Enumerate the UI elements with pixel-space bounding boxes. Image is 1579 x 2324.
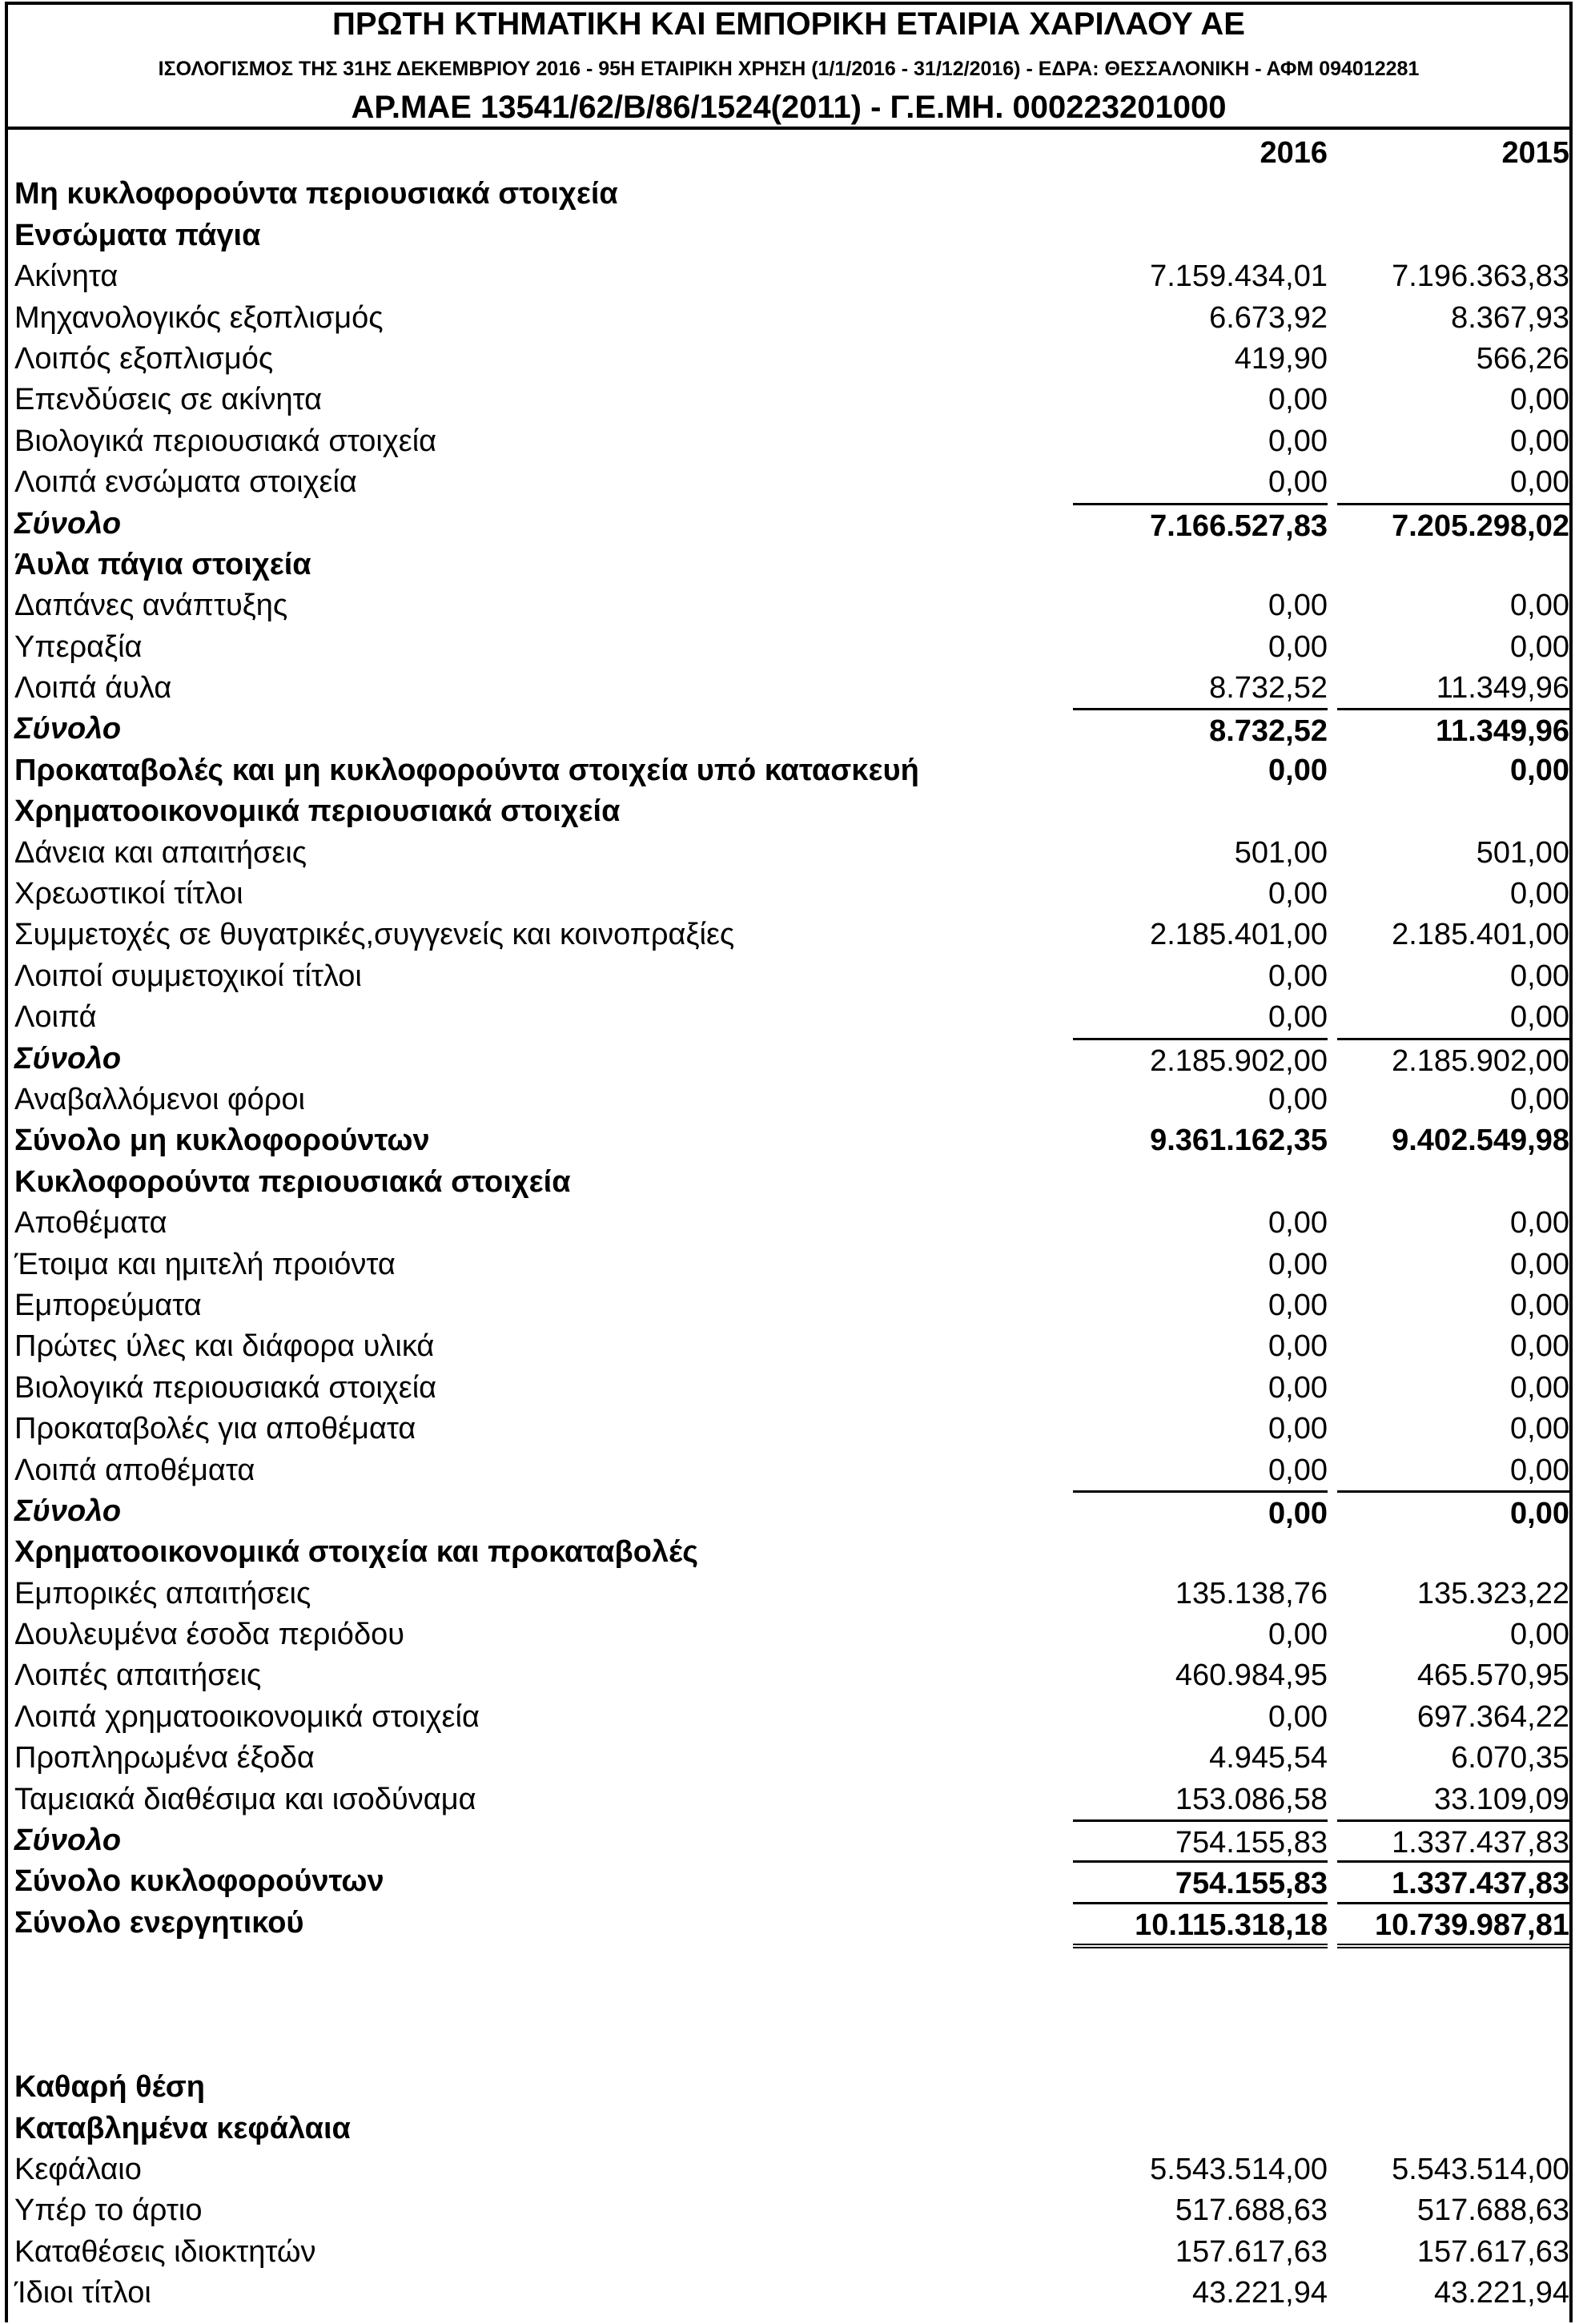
total-row bbox=[8, 1120, 1569, 1161]
section-heading bbox=[8, 2067, 1569, 2108]
value-2016: 0,00 bbox=[1268, 1247, 1328, 1281]
year-2015: 2015 bbox=[1501, 136, 1569, 170]
row-label: Λοιπά αποθέματα bbox=[14, 1453, 255, 1487]
value-2016: 0,00 bbox=[1268, 589, 1328, 623]
value-2015: 1.337.437,83 bbox=[1337, 1860, 1569, 1902]
value-2016: 5.543.514,00 bbox=[1150, 2152, 1328, 2186]
table-row bbox=[8, 750, 1569, 791]
value-2016: 9.361.162,35 bbox=[1150, 1124, 1328, 1158]
section-heading bbox=[8, 174, 1569, 215]
row-label: Σύνολο bbox=[14, 1494, 122, 1528]
value-2016: 135.138,76 bbox=[1175, 1576, 1328, 1610]
row-label: Εμπορεύματα bbox=[14, 1288, 202, 1322]
value-2016: 754.155,83 bbox=[1073, 1819, 1328, 1861]
value-2015: 8.367,93 bbox=[1451, 300, 1569, 335]
header-divider bbox=[8, 127, 1569, 130]
subtotal-row bbox=[8, 1820, 1569, 1861]
value-2016: 0,00 bbox=[1268, 383, 1328, 417]
value-2016: 0,00 bbox=[1268, 753, 1328, 787]
row-label: Χρηματοοικονομικά στοιχεία και προκαταβολές bbox=[14, 1535, 698, 1570]
table-row bbox=[8, 421, 1569, 462]
table-row bbox=[8, 2273, 1569, 2314]
company-title: ΠΡΩΤΗ ΚΤΗΜΑΤΙΚΗ ΚΑΙ ΕΜΠΟΡΙΚΗ ΕΤΑΙΡΙΑ ΧΑΡΙΛΑΟΥ ΑΕ bbox=[332, 6, 1245, 42]
row-label: Σύνολο bbox=[14, 1823, 122, 1858]
row-label: Σύνολο bbox=[14, 1041, 122, 1076]
value-2015: 7.196.363,83 bbox=[1392, 259, 1569, 294]
value-2015: 0,00 bbox=[1510, 1329, 1569, 1364]
value-2015: 0,00 bbox=[1510, 383, 1569, 417]
value-2016: 0,00 bbox=[1268, 1453, 1328, 1487]
subtotal-row bbox=[8, 1491, 1569, 1532]
table-row bbox=[8, 1655, 1569, 1696]
section-gap bbox=[8, 1944, 1569, 2067]
row-label: Επενδύσεις σε ακίνητα bbox=[14, 383, 323, 417]
value-2016: 0,00 bbox=[1268, 1618, 1328, 1652]
row-label: Κεφάλαιο bbox=[14, 2152, 142, 2186]
value-2016: 2.185.902,00 bbox=[1073, 1038, 1328, 1080]
table-row bbox=[8, 1574, 1569, 1614]
group-heading bbox=[8, 545, 1569, 585]
table-row bbox=[8, 997, 1569, 1038]
table-row bbox=[8, 2190, 1569, 2231]
section-heading bbox=[8, 1162, 1569, 1203]
balance-sheet bbox=[5, 2, 1573, 2322]
table-row bbox=[8, 1080, 1569, 1120]
value-2015: 157.617,63 bbox=[1416, 2234, 1569, 2269]
row-label: Άυλα πάγια στοιχεία bbox=[14, 547, 311, 581]
subtotal-row bbox=[8, 504, 1569, 545]
row-label: Υπέρ το άρτιο bbox=[14, 2193, 203, 2228]
table-row bbox=[8, 1203, 1569, 1244]
row-label: Λοιπά άυλα bbox=[14, 671, 172, 706]
value-2015: 10.739.987,81 bbox=[1337, 1902, 1569, 1948]
value-2016: 0,00 bbox=[1268, 877, 1328, 911]
table-row bbox=[8, 874, 1569, 915]
value-2016: 7.166.527,83 bbox=[1073, 503, 1328, 545]
value-2016: 0,00 bbox=[1268, 629, 1328, 664]
value-2015: 0,00 bbox=[1510, 1000, 1569, 1035]
row-label: Δουλευμένα έσοδα περιόδου bbox=[14, 1618, 405, 1652]
subtotal-row bbox=[8, 1039, 1569, 1080]
row-label: Αποθέματα bbox=[14, 1206, 167, 1240]
row-label: Βιολογικά περιουσιακά στοιχεία bbox=[14, 424, 437, 458]
value-2016: 8.732,52 bbox=[1209, 671, 1328, 706]
table-row bbox=[8, 668, 1569, 709]
value-2015: 0,00 bbox=[1510, 1453, 1569, 1487]
row-label: Λοιπά ενσώματα στοιχεία bbox=[14, 465, 357, 500]
value-2015: 11.349,96 bbox=[1436, 671, 1569, 706]
row-label: Ενσώματα πάγια bbox=[14, 218, 261, 252]
value-2016: 0,00 bbox=[1268, 1370, 1328, 1405]
value-2015: 0,00 bbox=[1510, 1247, 1569, 1281]
row-label: Λοιπά bbox=[14, 1000, 97, 1035]
value-2015: 6.070,35 bbox=[1451, 1741, 1569, 1775]
row-label: Χρεωστικοί τίτλοι bbox=[14, 877, 243, 911]
table-row bbox=[8, 2232, 1569, 2273]
row-label: Σύνολο bbox=[14, 712, 122, 746]
row-label: Έτοιμα και ημιτελή προιόντα bbox=[14, 1247, 396, 1281]
value-2016: 6.673,92 bbox=[1209, 300, 1328, 335]
row-label: Ταμειακά διαθέσιμα και ισοδύναμα bbox=[14, 1782, 476, 1816]
value-2016: 8.732,52 bbox=[1073, 708, 1328, 750]
row-label: Αναβαλλόμενοι φόροι bbox=[14, 1082, 305, 1116]
year-header-row bbox=[8, 133, 1569, 174]
row-label: Δάνεια και απαιτήσεις bbox=[14, 835, 307, 870]
value-2015: 566,26 bbox=[1476, 341, 1569, 376]
value-2016: 0,00 bbox=[1268, 1206, 1328, 1240]
row-label: Προκαταβολές για αποθέματα bbox=[14, 1412, 416, 1446]
value-2015: 0,00 bbox=[1510, 1288, 1569, 1322]
value-2016: 0,00 bbox=[1268, 1699, 1328, 1734]
group-heading bbox=[8, 2109, 1569, 2149]
value-2016: 7.159.434,01 bbox=[1150, 259, 1328, 294]
value-2016: 0,00 bbox=[1268, 1412, 1328, 1446]
table-row bbox=[8, 1244, 1569, 1285]
value-2015: 0,00 bbox=[1510, 753, 1569, 787]
value-2016: 4.945,54 bbox=[1209, 1741, 1328, 1775]
value-2015: 5.543.514,00 bbox=[1392, 2152, 1569, 2186]
table-row bbox=[8, 380, 1569, 420]
row-label: Ακίνητα bbox=[14, 259, 119, 294]
table-row bbox=[8, 1326, 1569, 1367]
value-2015: 465.570,95 bbox=[1416, 1659, 1569, 1693]
value-2016: 0,00 bbox=[1073, 1490, 1328, 1532]
value-2016: 157.617,63 bbox=[1175, 2234, 1328, 2269]
value-2016: 0,00 bbox=[1268, 424, 1328, 458]
row-label: Μηχανολογικός εξοπλισμός bbox=[14, 300, 384, 335]
row-label: Πρώτες ύλες και διάφορα υλικά bbox=[14, 1329, 435, 1364]
group-heading bbox=[8, 215, 1569, 256]
value-2015: 33.109,09 bbox=[1433, 1782, 1569, 1816]
value-2016: 0,00 bbox=[1268, 465, 1328, 500]
value-2016: 0,00 bbox=[1268, 1288, 1328, 1322]
value-2016: 754.155,83 bbox=[1073, 1860, 1328, 1902]
value-2016: 153.086,58 bbox=[1175, 1782, 1328, 1816]
table-row bbox=[8, 462, 1569, 503]
value-2015: 0,00 bbox=[1510, 629, 1569, 664]
table-row bbox=[8, 956, 1569, 997]
table-row bbox=[8, 915, 1569, 955]
table-row bbox=[8, 1738, 1569, 1779]
table-row bbox=[8, 339, 1569, 380]
row-label: Προκαταβολές και μη κυκλοφορούντα στοιχεία υπό κατασκευή bbox=[14, 753, 919, 787]
row-label: Σύνολο κυκλοφορούντων bbox=[14, 1864, 384, 1899]
row-label: Λοιπά χρηματοοικονομικά στοιχεία bbox=[14, 1699, 480, 1734]
value-2015: 0,00 bbox=[1510, 424, 1569, 458]
statement-subtitle: ΙΣΟΛΟΓΙΣΜΟΣ ΤΗΣ 31ΗΣ ΔΕΚΕΜΒΡΙΟΥ 2016 - 95Η ΕΤΑΙΡΙΚΗ ΧΡΗΣΗ (1/1/2016 - 31/12/2016) - ΕΔΡΑ: ΘΕΣΣΑΛΟΝΙΚΗ - ΑΦΜ 094012281 bbox=[158, 58, 1420, 80]
value-2016: 501,00 bbox=[1234, 835, 1328, 870]
value-2015: 9.402.549,98 bbox=[1392, 1124, 1569, 1158]
row-label: Δαπάνες ανάπτυξης bbox=[14, 589, 288, 623]
row-label: Κυκλοφορούντα περιουσιακά στοιχεία bbox=[14, 1164, 571, 1199]
row-label: Λοιπές απαιτήσεις bbox=[14, 1659, 262, 1693]
value-2016: 517.688,63 bbox=[1175, 2193, 1328, 2228]
table-row bbox=[8, 1614, 1569, 1655]
value-2016: 460.984,95 bbox=[1175, 1659, 1328, 1693]
value-2016: 419,90 bbox=[1234, 341, 1328, 376]
value-2016: 0,00 bbox=[1268, 1329, 1328, 1364]
table-row bbox=[8, 1285, 1569, 1326]
value-2016: 10.115.318,18 bbox=[1073, 1902, 1328, 1948]
table-row bbox=[8, 1368, 1569, 1409]
grand-total-row bbox=[8, 1903, 1569, 1944]
value-2015: 43.221,94 bbox=[1433, 2276, 1569, 2310]
row-label: Καταβλημένα κεφάλαια bbox=[14, 2111, 351, 2145]
value-2015: 501,00 bbox=[1476, 835, 1569, 870]
registry-numbers: ΑΡ.ΜΑΕ 13541/62/Β/86/1524(2011) - Γ.Ε.ΜΗ. 000223201000 bbox=[351, 90, 1227, 125]
row-label: Καθαρή θέση bbox=[14, 2070, 206, 2105]
subtotal-row bbox=[8, 709, 1569, 750]
value-2015: 0,00 bbox=[1510, 1082, 1569, 1116]
row-label: Σύνολο ενεργητικού bbox=[14, 1905, 304, 1940]
row-label: Λοιπός εξοπλισμός bbox=[14, 341, 274, 376]
value-2016: 43.221,94 bbox=[1191, 2276, 1328, 2310]
statement-table bbox=[8, 133, 1569, 2314]
value-2015: 0,00 bbox=[1510, 589, 1569, 623]
table-row bbox=[8, 1779, 1569, 1820]
value-2015: 0,00 bbox=[1510, 1206, 1569, 1240]
row-label: Βιολογικά περιουσιακά στοιχεία bbox=[14, 1370, 437, 1405]
value-2015: 0,00 bbox=[1510, 465, 1569, 500]
table-row bbox=[8, 1697, 1569, 1738]
table-row bbox=[8, 1409, 1569, 1449]
row-label: Ίδιοι τίτλοι bbox=[14, 2276, 151, 2310]
row-label: Μη κυκλοφορούντα περιουσιακά στοιχεία bbox=[14, 177, 618, 211]
row-label: Συμμετοχές σε θυγατρικές,συγγενείς και κοινοπραξίες bbox=[14, 918, 735, 952]
row-label: Χρηματοοικονομικά περιουσιακά στοιχεία bbox=[14, 794, 621, 829]
group-heading bbox=[8, 1532, 1569, 1573]
value-2016: 0,00 bbox=[1268, 1082, 1328, 1116]
group-heading bbox=[8, 791, 1569, 832]
row-label: Εμπορικές απαιτήσεις bbox=[14, 1576, 311, 1610]
table-row bbox=[8, 256, 1569, 297]
table-row bbox=[8, 585, 1569, 626]
value-2015: 0,00 bbox=[1337, 1490, 1569, 1532]
total-row bbox=[8, 1861, 1569, 1902]
value-2015: 0,00 bbox=[1510, 1618, 1569, 1652]
value-2016: 0,00 bbox=[1268, 959, 1328, 993]
value-2015: 0,00 bbox=[1510, 959, 1569, 993]
table-row bbox=[8, 627, 1569, 668]
row-label: Σύνολο bbox=[14, 506, 122, 541]
table-row bbox=[8, 298, 1569, 339]
value-2015: 135.323,22 bbox=[1416, 1576, 1569, 1610]
value-2015: 7.205.298,02 bbox=[1337, 503, 1569, 545]
table-row bbox=[8, 833, 1569, 874]
value-2015: 1.337.437,83 bbox=[1337, 1819, 1569, 1861]
row-label: Λοιποί συμμετοχικοί τίτλοι bbox=[14, 959, 362, 993]
value-2016: 2.185.401,00 bbox=[1150, 918, 1328, 952]
value-2016: 0,00 bbox=[1268, 1000, 1328, 1035]
value-2015: 0,00 bbox=[1510, 1412, 1569, 1446]
row-label: Υπεραξία bbox=[14, 629, 143, 664]
value-2015: 2.185.401,00 bbox=[1392, 918, 1569, 952]
year-2016: 2016 bbox=[1260, 136, 1328, 170]
value-2015: 11.349,96 bbox=[1337, 708, 1569, 750]
value-2015: 2.185.902,00 bbox=[1337, 1038, 1569, 1080]
value-2015: 517.688,63 bbox=[1416, 2193, 1569, 2228]
row-label: Προπληρωμένα έξοδα bbox=[14, 1741, 315, 1775]
row-label: Καταθέσεις ιδιοκτητών bbox=[14, 2234, 316, 2269]
value-2015: 0,00 bbox=[1510, 1370, 1569, 1405]
table-row bbox=[8, 2149, 1569, 2190]
row-label: Σύνολο μη κυκλοφορούντων bbox=[14, 1124, 430, 1158]
value-2015: 697.364,22 bbox=[1416, 1699, 1569, 1734]
table-row bbox=[8, 1450, 1569, 1491]
value-2015: 0,00 bbox=[1510, 877, 1569, 911]
